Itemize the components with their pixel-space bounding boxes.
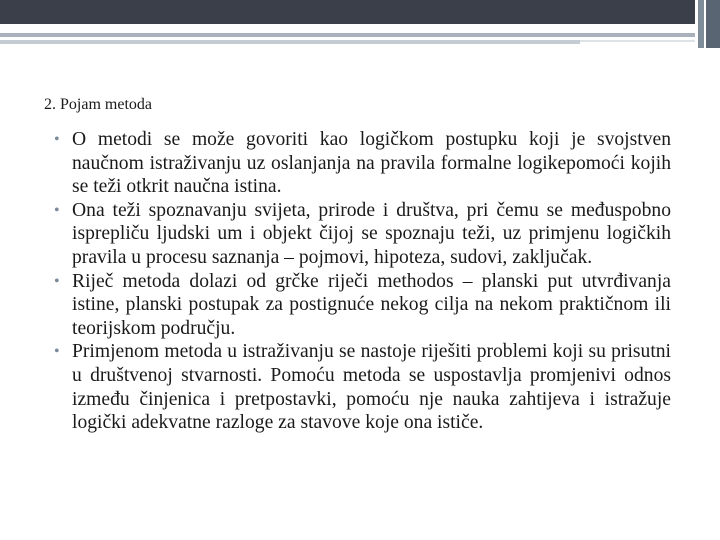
header-dark-band (0, 0, 695, 24)
bullet-list (54, 128, 671, 435)
bullet-text: Primjenom metoda u istraživanju se nastoje riješiti problemi koji su prisutni u društvenoj stvarnosti. Pomoću metoda se uspostavlja promjenivi odnos između činjenica i pretpostavki, pomoću nje nauka zahtijeva i istražuje logički adekvatne razloge za stavove koje ona ističe. (72, 341, 671, 434)
bullet-icon: • (54, 131, 60, 148)
bullet-icon: • (54, 343, 60, 361)
header-rule-faint (580, 40, 695, 42)
header-accent-stripe (698, 0, 704, 48)
bullet-item (54, 270, 671, 341)
header-accent-block (706, 0, 720, 48)
bullet-text: Riječ metoda dolazi od grčke riječi methodos – planski put utvrđivanja istine, planski postupak za postignuće nekog cilja na nekom praktičnom ili teorijskom području. (72, 270, 671, 339)
slide-header-decoration (0, 0, 720, 48)
header-rule-light (0, 40, 580, 44)
header-rule (0, 33, 695, 37)
bullet-item (54, 340, 671, 434)
slide-title: 2. Pojam metoda (44, 96, 152, 113)
bullet-icon: • (54, 201, 60, 219)
bullet-text: Ona teži spoznavanju svijeta, prirode i društva, pri čemu se međuspobno isprepliču ljudski um i objekt čijoj se spoznaju teži, uz primjenu logičkih pravila u procesu saznanja – pojmovi, hipoteza, sudovi, zaključak. (72, 199, 671, 268)
bullet-text: O metodi se može govoriti kao logičkom postupku koji je svojstven naučnom istraživanju uz oslanjanja na pravila formalne logikepomoći kojih se teži otkrit naučna istina. (72, 129, 671, 198)
bullet-icon: • (54, 272, 60, 290)
bullet-item (54, 128, 671, 199)
bullet-item (54, 199, 671, 270)
